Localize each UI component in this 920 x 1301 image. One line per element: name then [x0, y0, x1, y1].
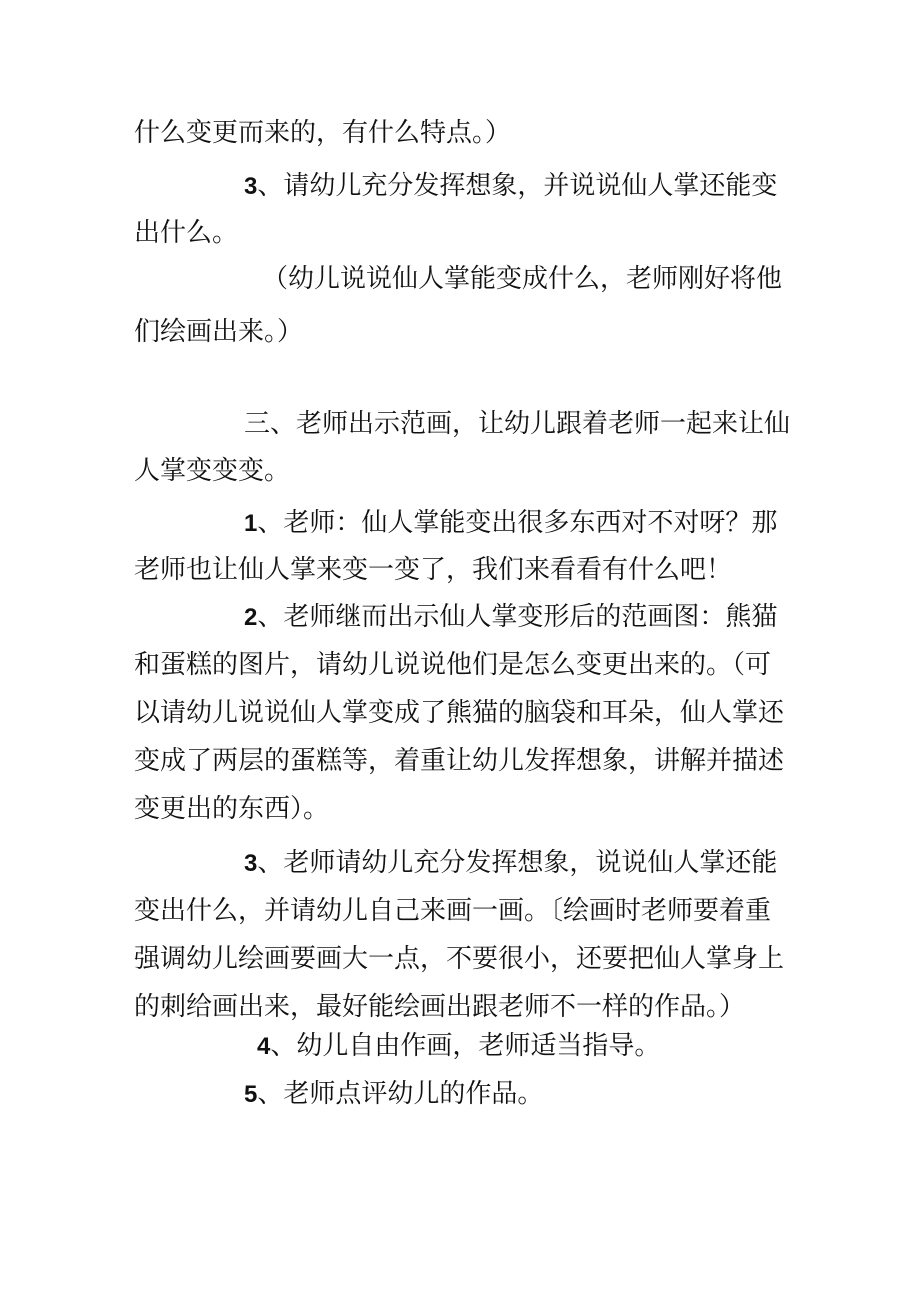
text-line [134, 220, 238, 246]
line-text: 老师也让仙人掌来变一变了，我们来看看有什么吧！ [134, 555, 733, 585]
text-line [262, 266, 782, 292]
line-text: 、请幼儿充分发挥想象，并说说仙人掌还能变 [257, 171, 778, 201]
list-number: 3 [244, 850, 258, 877]
text-line [134, 748, 784, 774]
line-text: 、老师点评幼儿的作品。 [257, 1079, 544, 1109]
text-line [134, 120, 511, 146]
line-text: 人掌变变变。 [134, 456, 291, 486]
line-text: 什么变更而来的，有什么特点。） [134, 118, 512, 148]
text-line [244, 510, 777, 536]
text-line [244, 604, 777, 630]
line-text: 变出什么，并请幼儿自己来画一画。〔绘画时老师要着重 [134, 896, 772, 926]
line-text: 变更出的东西）。 [134, 794, 330, 824]
text-line [244, 1081, 543, 1107]
line-text: 三、老师出示范画，让幼儿跟着老师一起来让仙 [244, 409, 791, 439]
line-text: 、老师：仙人掌能变出很多东西对不对呀？那 [257, 508, 778, 538]
text-line [134, 458, 290, 484]
line-text: 强调幼儿绘画要画大一点，不要很小，还要把仙人掌身上 [134, 944, 785, 974]
list-number: 4 [257, 1033, 271, 1060]
list-number: 3 [244, 173, 258, 200]
section-heading [244, 411, 790, 437]
line-text: 、老师继而出示仙人掌变形后的范画图：熊猫 [257, 602, 778, 632]
line-text: 们绘画出来。） [134, 317, 304, 347]
line-text: 变成了两层的蛋糕等，着重让幼儿发挥想象，讲解并描述 [134, 746, 785, 776]
text-line [134, 557, 732, 583]
text-line [257, 1033, 660, 1059]
text-line [134, 994, 745, 1020]
line-text: 和蛋糕的图片，请幼儿说说他们是怎么变更出来的。（可 [134, 650, 772, 680]
text-line [134, 946, 784, 972]
line-text: （幼儿说说仙人掌能变成什么，老师刚好将他 [262, 264, 783, 294]
text-line [244, 173, 777, 199]
line-text: 、幼儿自由作画，老师适当指导。 [270, 1031, 661, 1061]
list-number: 2 [244, 604, 258, 631]
list-number: 1 [244, 510, 258, 537]
list-number: 5 [244, 1081, 258, 1108]
text-line [134, 898, 771, 924]
text-line [244, 850, 777, 876]
line-text: 、老师请幼儿充分发挥想象，说说仙人掌还能 [257, 848, 778, 878]
line-text: 以请幼儿说说仙人掌变成了熊猫的脑袋和耳朵，仙人掌还 [134, 698, 785, 728]
text-line [134, 700, 784, 726]
text-line [134, 319, 303, 345]
line-text: 出什么。 [134, 218, 239, 248]
text-line [134, 796, 329, 822]
line-text: 的刺给画出来，最好能绘画出跟老师不一样的作品。） [134, 992, 746, 1022]
text-line [134, 652, 771, 678]
